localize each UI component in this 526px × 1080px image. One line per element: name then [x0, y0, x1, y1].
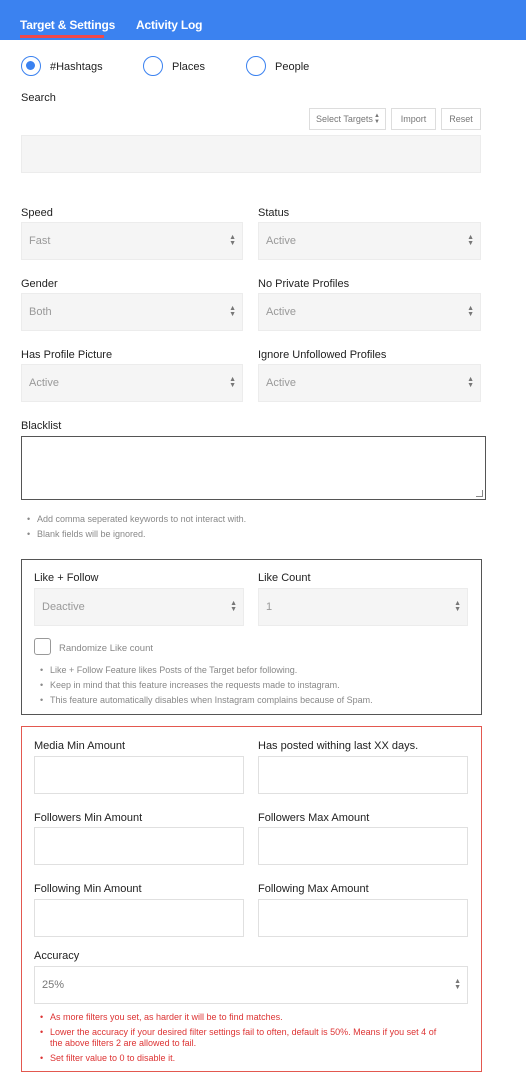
like-follow-value: Deactive — [42, 601, 85, 613]
blacklist-hint: Add comma seperated keywords to not interact with. — [37, 514, 247, 524]
media-min-label: Media Min Amount — [34, 740, 126, 752]
no-private-profiles-select[interactable] — [258, 293, 481, 331]
speed-select[interactable] — [21, 222, 243, 260]
filter-hint: Lower the accuracy if your desired filter settings fail to often, default is 50%. Means if you set 4 of — [50, 1027, 437, 1037]
top-tab-bar — [0, 0, 526, 40]
chevron-updown-icon: ▲ ▼ — [467, 234, 474, 247]
filter-hint-bullet: • — [40, 1053, 44, 1063]
status-label: Status — [258, 207, 290, 219]
filter-hint-continued: the above filters 2 are allowed to fail. — [50, 1038, 197, 1048]
followers-max-input[interactable] — [258, 827, 468, 865]
like-follow-hint: Keep in mind that this feature increases the requests made to instagram. — [50, 680, 340, 690]
search-input[interactable] — [21, 135, 481, 173]
no-private-profiles-label: No Private Profiles — [258, 278, 350, 290]
followers-min-input[interactable] — [34, 827, 244, 865]
posted-within-input[interactable] — [258, 756, 468, 794]
radio-people[interactable] — [246, 56, 266, 76]
ignore-unfollowed-label: Ignore Unfollowed Profiles — [258, 349, 387, 361]
resize-handle-icon[interactable] — [476, 490, 483, 497]
accuracy-value: 25% — [42, 979, 65, 991]
tab-activity-log[interactable]: Activity Log — [136, 18, 203, 32]
following-max-input[interactable] — [258, 899, 468, 937]
active-tab-indicator — [20, 35, 104, 38]
reset-button[interactable] — [441, 108, 481, 130]
status-select[interactable] — [258, 222, 481, 260]
reset-button-label: Reset — [449, 114, 473, 124]
filter-hint-bullet: • — [40, 1012, 44, 1022]
filter-hint: Set filter value to 0 to disable it. — [50, 1053, 176, 1063]
chevron-updown-icon: ▲ ▼ — [454, 978, 461, 991]
accuracy-select[interactable] — [34, 966, 468, 1004]
chevron-updown-icon: ▲ ▼ — [467, 305, 474, 318]
like-follow-label: Like + Follow — [34, 572, 99, 584]
radio-people-label[interactable]: People — [275, 61, 310, 73]
following-max-label: Following Max Amount — [258, 883, 369, 895]
has-profile-picture-label: Has Profile Picture — [21, 349, 113, 361]
tab-target-settings[interactable]: Target & Settings — [20, 18, 116, 32]
ignore-unfollowed-select[interactable] — [258, 364, 481, 402]
like-follow-hint: Like + Follow Feature likes Posts of the Target befor following. — [50, 665, 298, 675]
like-count-value: 1 — [266, 601, 273, 613]
chevron-updown-icon: ▲ ▼ — [454, 600, 461, 613]
following-min-label: Following Min Amount — [34, 883, 142, 895]
randomize-like-count-checkbox[interactable] — [34, 638, 51, 655]
status-value: Active — [266, 235, 296, 247]
like-follow-hint-bullet: • — [40, 680, 44, 690]
speed-label: Speed — [21, 207, 53, 219]
followers-min-label: Followers Min Amount — [34, 812, 143, 824]
chevron-updown-icon: ▲ ▼ — [467, 376, 474, 389]
like-count-label: Like Count — [258, 572, 311, 584]
following-min-input[interactable] — [34, 899, 244, 937]
chevron-updown-icon: ▲ ▼ — [230, 600, 237, 613]
blacklist-textarea[interactable] — [21, 436, 486, 500]
blacklist-hint: Blank fields will be ignored. — [37, 529, 146, 539]
select-targets-dropdown[interactable] — [309, 108, 386, 130]
like-count-select[interactable] — [258, 588, 468, 626]
speed-value: Fast — [29, 235, 51, 247]
import-button[interactable] — [391, 108, 436, 130]
like-follow-select[interactable] — [34, 588, 244, 626]
randomize-like-count-label[interactable]: Randomize Like count — [59, 643, 153, 654]
chevron-updown-icon: ▲ ▼ — [229, 376, 236, 389]
filter-hint-bullet: • — [40, 1027, 44, 1037]
blacklist-label: Blacklist — [21, 420, 62, 432]
radio-hashtags-label[interactable]: #Hashtags — [50, 61, 103, 73]
chevron-updown-icon: ▲ ▼ — [374, 113, 380, 125]
radio-hashtags[interactable] — [21, 56, 41, 76]
followers-max-label: Followers Max Amount — [258, 812, 370, 824]
accuracy-label: Accuracy — [34, 950, 80, 962]
posted-within-label: Has posted withing last XX days. — [258, 740, 419, 752]
like-follow-hint-bullet: • — [40, 665, 44, 675]
has-profile-picture-select[interactable] — [21, 364, 243, 402]
ignore-unfollowed-value: Active — [266, 377, 296, 389]
radio-places[interactable] — [143, 56, 163, 76]
has-profile-picture-value: Active — [29, 377, 59, 389]
gender-label: Gender — [21, 278, 58, 290]
radio-places-label[interactable]: Places — [172, 61, 206, 73]
blacklist-hint-bullet: • — [27, 529, 31, 539]
blacklist-hint-bullet: • — [27, 514, 31, 524]
media-min-input[interactable] — [34, 756, 244, 794]
gender-select[interactable] — [21, 293, 243, 331]
import-button-label: Import — [400, 114, 427, 124]
like-follow-hint-bullet: • — [40, 695, 44, 705]
like-follow-hint: This feature automatically disables when Instagram complains because of Spam. — [50, 695, 373, 705]
chevron-updown-icon: ▲ ▼ — [229, 305, 236, 318]
no-private-profiles-value: Active — [266, 306, 296, 318]
gender-value: Both — [29, 306, 52, 318]
filter-hint: As more filters you set, as harder it will be to find matches. — [50, 1012, 283, 1022]
chevron-updown-icon: ▲ ▼ — [229, 234, 236, 247]
search-label: Search — [21, 92, 56, 104]
select-targets-label: Select Targets — [316, 114, 373, 124]
